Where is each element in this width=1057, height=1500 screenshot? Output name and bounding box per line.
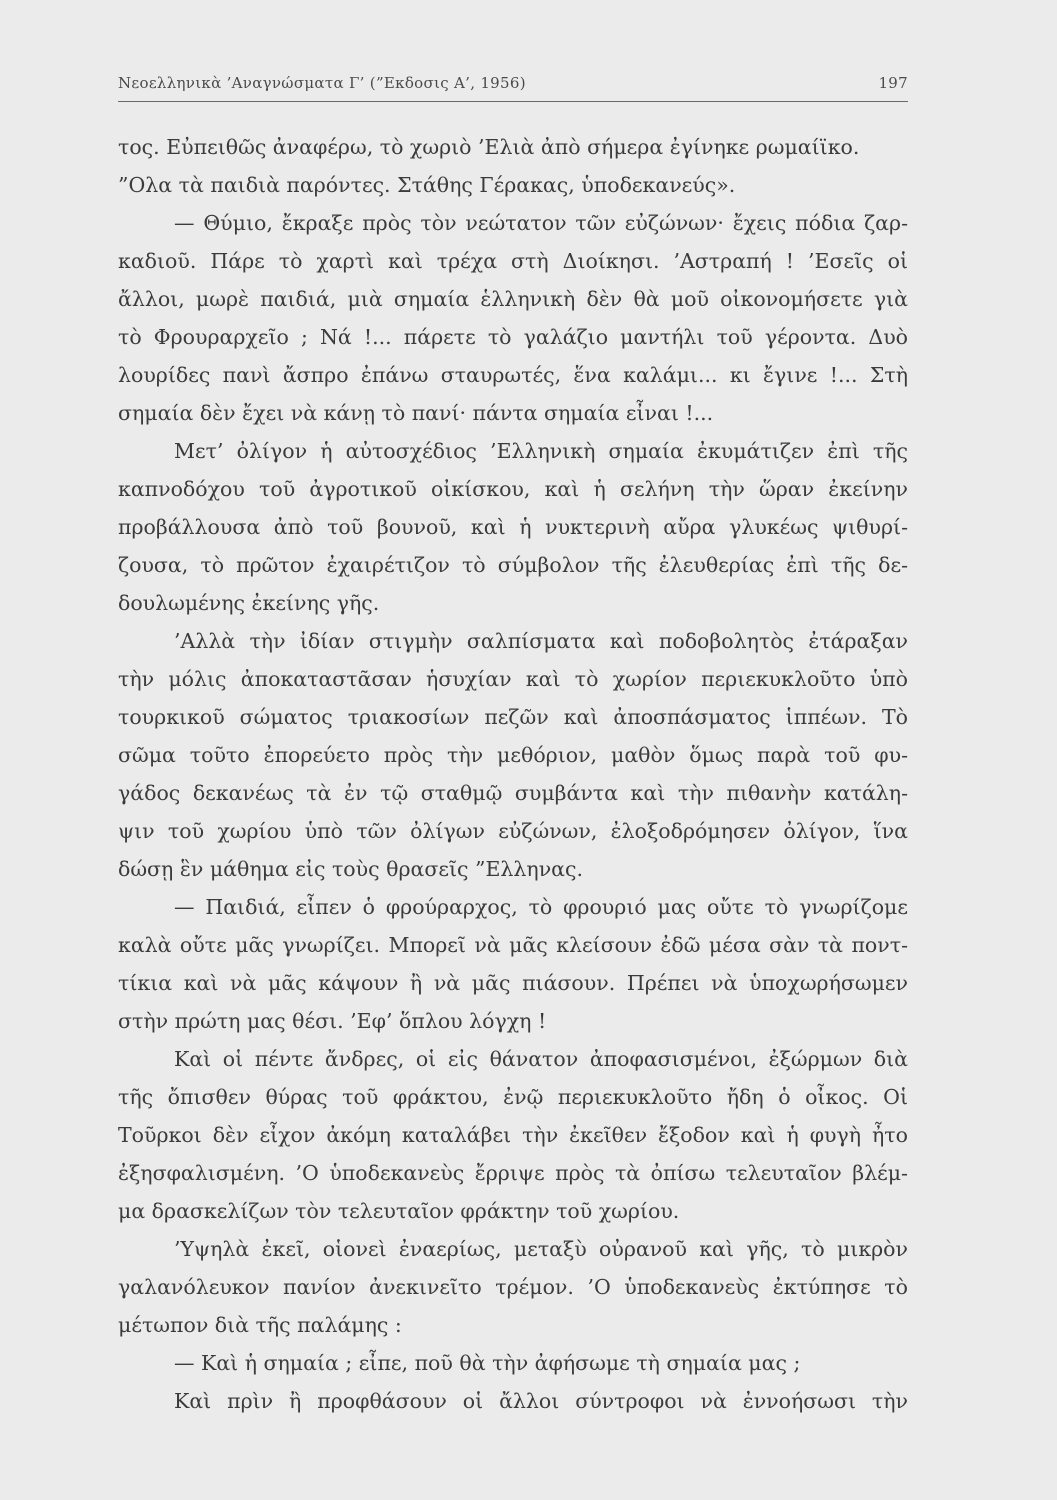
text-line: τος. Εὐπειθῶς ἀναφέρω, τὸ χωριὸ ’Ελιὰ ἀπὸ σήμερα ἐγίνηκε ρωμαίϊκο. [118,135,860,159]
text-line: τὴν μόλις ἀποκαταστᾶσαν ἡσυχίαν καὶ τὸ χωρίον περιεκυκλοῦτο ὑπὸ [118,667,908,691]
text-line: ’Αλλὰ τὴν ἰδίαν στιγμὴν σαλπίσματα καὶ ποδοβολητὸς ἐτάραξαν [174,629,908,653]
text-line: ’Υψηλὰ ἐκεῖ, οἱονεὶ ἐναερίως, μεταξὺ οὐρανοῦ καὶ γῆς, τὸ μικρὸν [174,1237,908,1261]
text-line: ἄλλοι, μωρὲ παιδιά, μιὰ σημαία ἑλληνικὴ δὲν θὰ μοῦ οἰκονομήσετε γιὰ [118,287,908,311]
text-line: Καὶ πρὶν ἢ προφθάσουν οἱ ἄλλοι σύντροφοι νὰ ἐννοήσωσι τὴν [174,1389,908,1413]
text-line: Τοῦρκοι δὲν εἶχον ἀκόμη καταλάβει τὴν ἐκεῖθεν ἔξοδον καὶ ἡ φυγὴ ἦτο [118,1123,908,1147]
text-line: στὴν πρώτη μας θέσι. ’Εφ’ ὅπλου λόγχη ! [118,1009,547,1033]
text-line: σημαία δὲν ἔχει νὰ κάνῃ τὸ πανί· πάντα σημαία εἶναι !... [118,401,714,425]
text-line: — Καὶ ἡ σημαία ; εἶπε, ποῦ θὰ τὴν ἀφήσωμε τὴ σημαία μας ; [174,1351,801,1375]
text-line: προβάλλουσα ἀπὸ τοῦ βουνοῦ, καὶ ἡ νυκτερινὴ αὔρα γλυκέως ψιθυρί- [118,515,908,539]
text-line: ζουσα, τὸ πρῶτον ἐχαιρέτιζον τὸ σύμβολον τῆς ἐλευθερίας ἐπὶ τῆς δε- [118,553,908,577]
text-line: καλὰ οὔτε μᾶς γνωρίζει. Μπορεῖ νὰ μᾶς κλείσουν ἐδῶ μέσα σὰν τὰ ποντ- [118,933,908,957]
text-line: δουλωμένης ἐκείνης γῆς. [118,591,380,615]
body-text [118,128,908,1420]
text-line: γαλανόλευκον πανίον ἀνεκινεῖτο τρέμον. ’Ο ὑποδεκανεὺς ἐκτύπησε τὸ [118,1275,908,1299]
text-line: δώσῃ ἓν μάθημα εἰς τοὺς θρασεῖς ”Ελληνας. [118,857,584,881]
running-header [118,70,908,96]
text-line: — Παιδιά, εἶπεν ὁ φρούραρχος, τὸ φρουριό μας οὔτε τὸ γνωρίζομε [174,895,908,919]
text-line: τὸ Φρουραρχεῖο ; Νά !... πάρετε τὸ γαλάζιο μαντήλι τοῦ γέροντα. Δυὸ [118,325,908,349]
header-rule [118,101,908,102]
text-line: — Θύμιο, ἔκραξε πρὸς τὸν νεώτατον τῶν εὐζώνων· ἔχεις πόδια ζαρ- [174,211,908,235]
text-line: λουρίδες πανὶ ἄσπρο ἐπάνω σταυρωτές, ἕνα καλάμι... κι ἔγινε !... Στὴ [118,363,908,387]
text-line: μα δρασκελίζων τὸν τελευταῖον φράκτην τοῦ χωρίου. [118,1199,680,1223]
text-line: τῆς ὄπισθεν θύρας τοῦ φράκτου, ἐνῷ περιεκυκλοῦτο ἤδη ὁ οἶκος. Οἱ [118,1085,908,1109]
text-line: καδιοῦ. Πάρε τὸ χαρτὶ καὶ τρέχα στὴ Διοίκησι. ’Αστραπή ! ’Εσεῖς οἱ [118,249,908,273]
text-line: τουρκικοῦ σώματος τριακοσίων πεζῶν καὶ ἀποσπάσματος ἱππέων. Τὸ [118,705,908,729]
running-title: Νεοελληνικὰ ’Αναγνώσματα Γ’ (”Εκδοσις Α’, 1956) [118,74,526,92]
text-line: σῶμα τοῦτο ἐπορεύετο πρὸς τὴν μεθόριον, μαθὸν ὅμως παρὰ τοῦ φυ- [118,743,908,767]
text-line: ”Ολα τὰ παιδιὰ παρόντες. Στάθης Γέρακας, ὑποδεκανεύς». [118,173,736,197]
text-line: Μετ’ ὀλίγον ἡ αὐτοσχέδιος ’Ελληνικὴ σημαία ἐκυμάτιζεν ἐπὶ τῆς [174,439,908,463]
text-line: Καὶ οἱ πέντε ἄνδρες, οἱ εἰς θάνατον ἀποφασισμένοι, ἐξώρμων διὰ [174,1047,908,1071]
text-line: γάδος δεκανέως τὰ ἐν τῷ σταθμῷ συμβάντα καὶ τὴν πιθανὴν κατάλη- [118,781,908,805]
text-line: τίκια καὶ νὰ μᾶς κάψουν ἢ νὰ μᾶς πιάσουν. Πρέπει νὰ ὑποχωρήσωμεν [118,971,908,995]
text-line: ἐξησφαλισμένη. ’Ο ὑποδεκανεὺς ἔρριψε πρὸς τὰ ὀπίσω τελευταῖον βλέμ- [118,1161,908,1185]
page-number: 197 [878,74,908,92]
text-line: μέτωπον διὰ τῆς παλάμης : [118,1313,402,1337]
text-line: καπνοδόχου τοῦ ἀγροτικοῦ οἰκίσκου, καὶ ἡ σελήνη τὴν ὥραν ἐκείνην [118,477,908,501]
text-line: ψιν τοῦ χωρίου ὑπὸ τῶν ὀλίγων εὐζώνων, ἐλοξοδρόμησεν ὀλίγον, ἵνα [118,819,908,843]
